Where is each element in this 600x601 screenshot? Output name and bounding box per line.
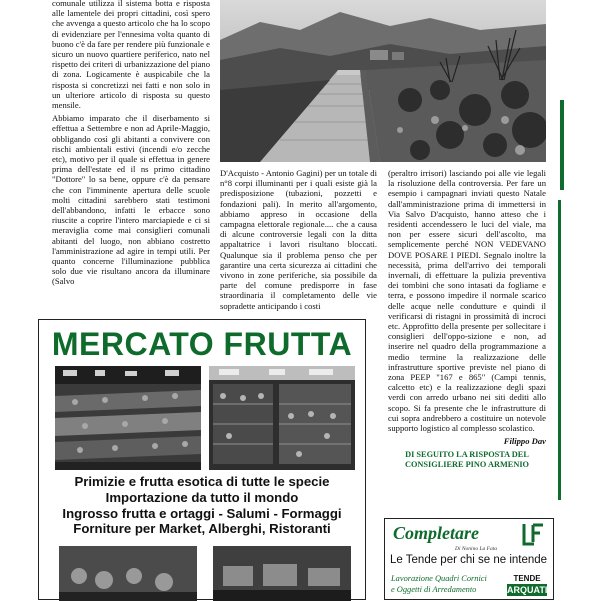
- ad-completare-owner: Di Nonino La Fata: [455, 546, 498, 552]
- ad-mercato-frutta: [38, 319, 366, 600]
- article-photo-sidewalk: [220, 0, 546, 162]
- ad-photo-produce-right: [209, 366, 355, 470]
- article-column-1: [52, 0, 210, 290]
- lf-logo-icon: [521, 522, 545, 548]
- ad-photo-produce-left: [55, 366, 201, 470]
- tende-brand: ARQUATI: [507, 585, 548, 595]
- article-paragraph: Abbiamo imparato che il diserbamento si effettua a Settembre e non ad Aprile-Maggio, obbligando così gli abitanti a convivere con rischi ambientali estivi (incendi e/o zecche etc), motivo per il quale si effettua in genere prima dell'estate ed il ns primo cittadino "Dottore" lo sa bene, oppure c'è da pensare che con l'imminente apertura delle scuole molti cittadini sarebbero stati testimoni dell'abbandono, infatti le erbacce sono riuscite a coprire l'intero marciapiede e ci si meraviglia come mai consiglieri comunali abitanti del luogo, non abbiano costretto l'amministrazione ad agire in tempi utili. Per quanto concerne l'illuminazione pubblica solo due vie risultano ancora da illuminare (Salvo: [52, 113, 210, 287]
- ad-tende-arquati-logo: [507, 574, 547, 598]
- article-paragraph: comunale utilizza il sistema botta e risposta alle lamentele dei propri cittadini, così spero che avvenga a questo articolo che ha lo scopo di evidenziare per l'ennesima volta quanto di buono c'è da fare per rendere più funzionale e sicuro un nuovo quartiere periferico, nato nel rispetto dei criteri di urbanizzazione del piano di zona. Logicamente è auspicabile che la risposta si concretizzi nei fatti e non solo in un ulteriore articolo di risposta su questo mensile.: [52, 0, 210, 111]
- article-signature: Filippo Dav: [503, 436, 546, 447]
- ad-mercato-title: MERCATO FRUTTA: [51, 326, 353, 362]
- ad-mercato-line: Importazione da tutto il mondo: [105, 489, 299, 505]
- article-paragraph: (peraltro irrisori) lasciando poi alle vie legali la risoluzione della controversia. Per fare un esempio i campagnari inviati questo Natale dall'amministrazione prima di immettersi in Via Salvo D'acquisto, hanno atteso che i residenti accendessero le luci del viale, ma non per essere sicuri dell'ascolto, ma semplicemente perché NON VEDEVANO DOVE POSARE I PIEDI. Segnalo inoltre la necessità, prima dell'arrivo dei temporali invernali, di effettuare la pulizia preventiva dei tombini che sono intasati da fogliame e terra, e possono impedire il normale scarico delle acque nelle condutture e quindi il verificarsi di ristagni in prossimità di incroci etc. Approfitto della presente per sollecitare i consiglieri dell'oppo-sizione e non, ad inserire nel quadro della programmazione a medio termine la realizzazione delle infrastrutture sportive previste nel piano di zona PEEP "167 e 865" (Campi tennis, calcetto etc) e la realizzazione degli spazi verdi con arredo urbano nei siti dediti allo scopo. Si fa presente che le infrastrutture di cui sopra andrebbero a costituire un notevole supporto logistico al complesso scolastico.: [388, 168, 546, 434]
- reply-note: DI SEGUITO LA RISPOSTA DEL CONSIGLIERE PINO ARMENIO: [404, 450, 529, 470]
- ad-mercato-line: Primizie e frutta esotica di tutte le specie: [74, 474, 330, 489]
- ad-mercato-line: Ingrosso frutta e ortaggi - Salumi - Formaggi: [62, 505, 342, 521]
- ad-completare-line1: Lavorazione Quadri Cornici: [391, 574, 487, 583]
- green-rule-right-2: [558, 200, 561, 500]
- ad-mercato-line: Forniture per Market, Alberghi, Ristoranti: [73, 521, 331, 537]
- sidewalk-photo-illustration: [220, 0, 546, 162]
- lf-logo-text: LF: [521, 522, 523, 523]
- green-rule-right: [560, 100, 564, 190]
- article-column-2: [220, 168, 377, 314]
- ad-mercato-text-block: [39, 474, 365, 537]
- article-column-3: [388, 168, 546, 470]
- ad-completare: [384, 518, 554, 600]
- ad-photo-bottom-right: [213, 546, 351, 601]
- ad-photo-bottom-left: [59, 546, 197, 601]
- article-paragraph: D'Acquisto - Antonio Gagini) per un totale di n°8 corpi illuminanti per i quali esiste già la predisposizione (tubazioni, pozzetti e fondazioni pali). In merito all'argomento, abbiamo appreso in occasione della campagna elettorale regionale.... che a causa di alcune controversie legali con la ditta appaltatrice i lavori risultano bloccati. Qualunque sia il problema penso che per garantire una certa sicurezza ai cittadini che vivono in zone periferiche, sia possibile da parte del comune predisporre in fase straordinaria il completamento delle vie sopradette anticipando i costi: [220, 168, 377, 311]
- ad-completare-slogan: Le Tende per chi se ne intende: [390, 554, 548, 566]
- ad-completare-brand: Completare: [393, 523, 479, 543]
- ad-completare-line2: e Oggetti di Arredamento: [391, 585, 477, 594]
- tende-label: TENDE: [513, 574, 541, 583]
